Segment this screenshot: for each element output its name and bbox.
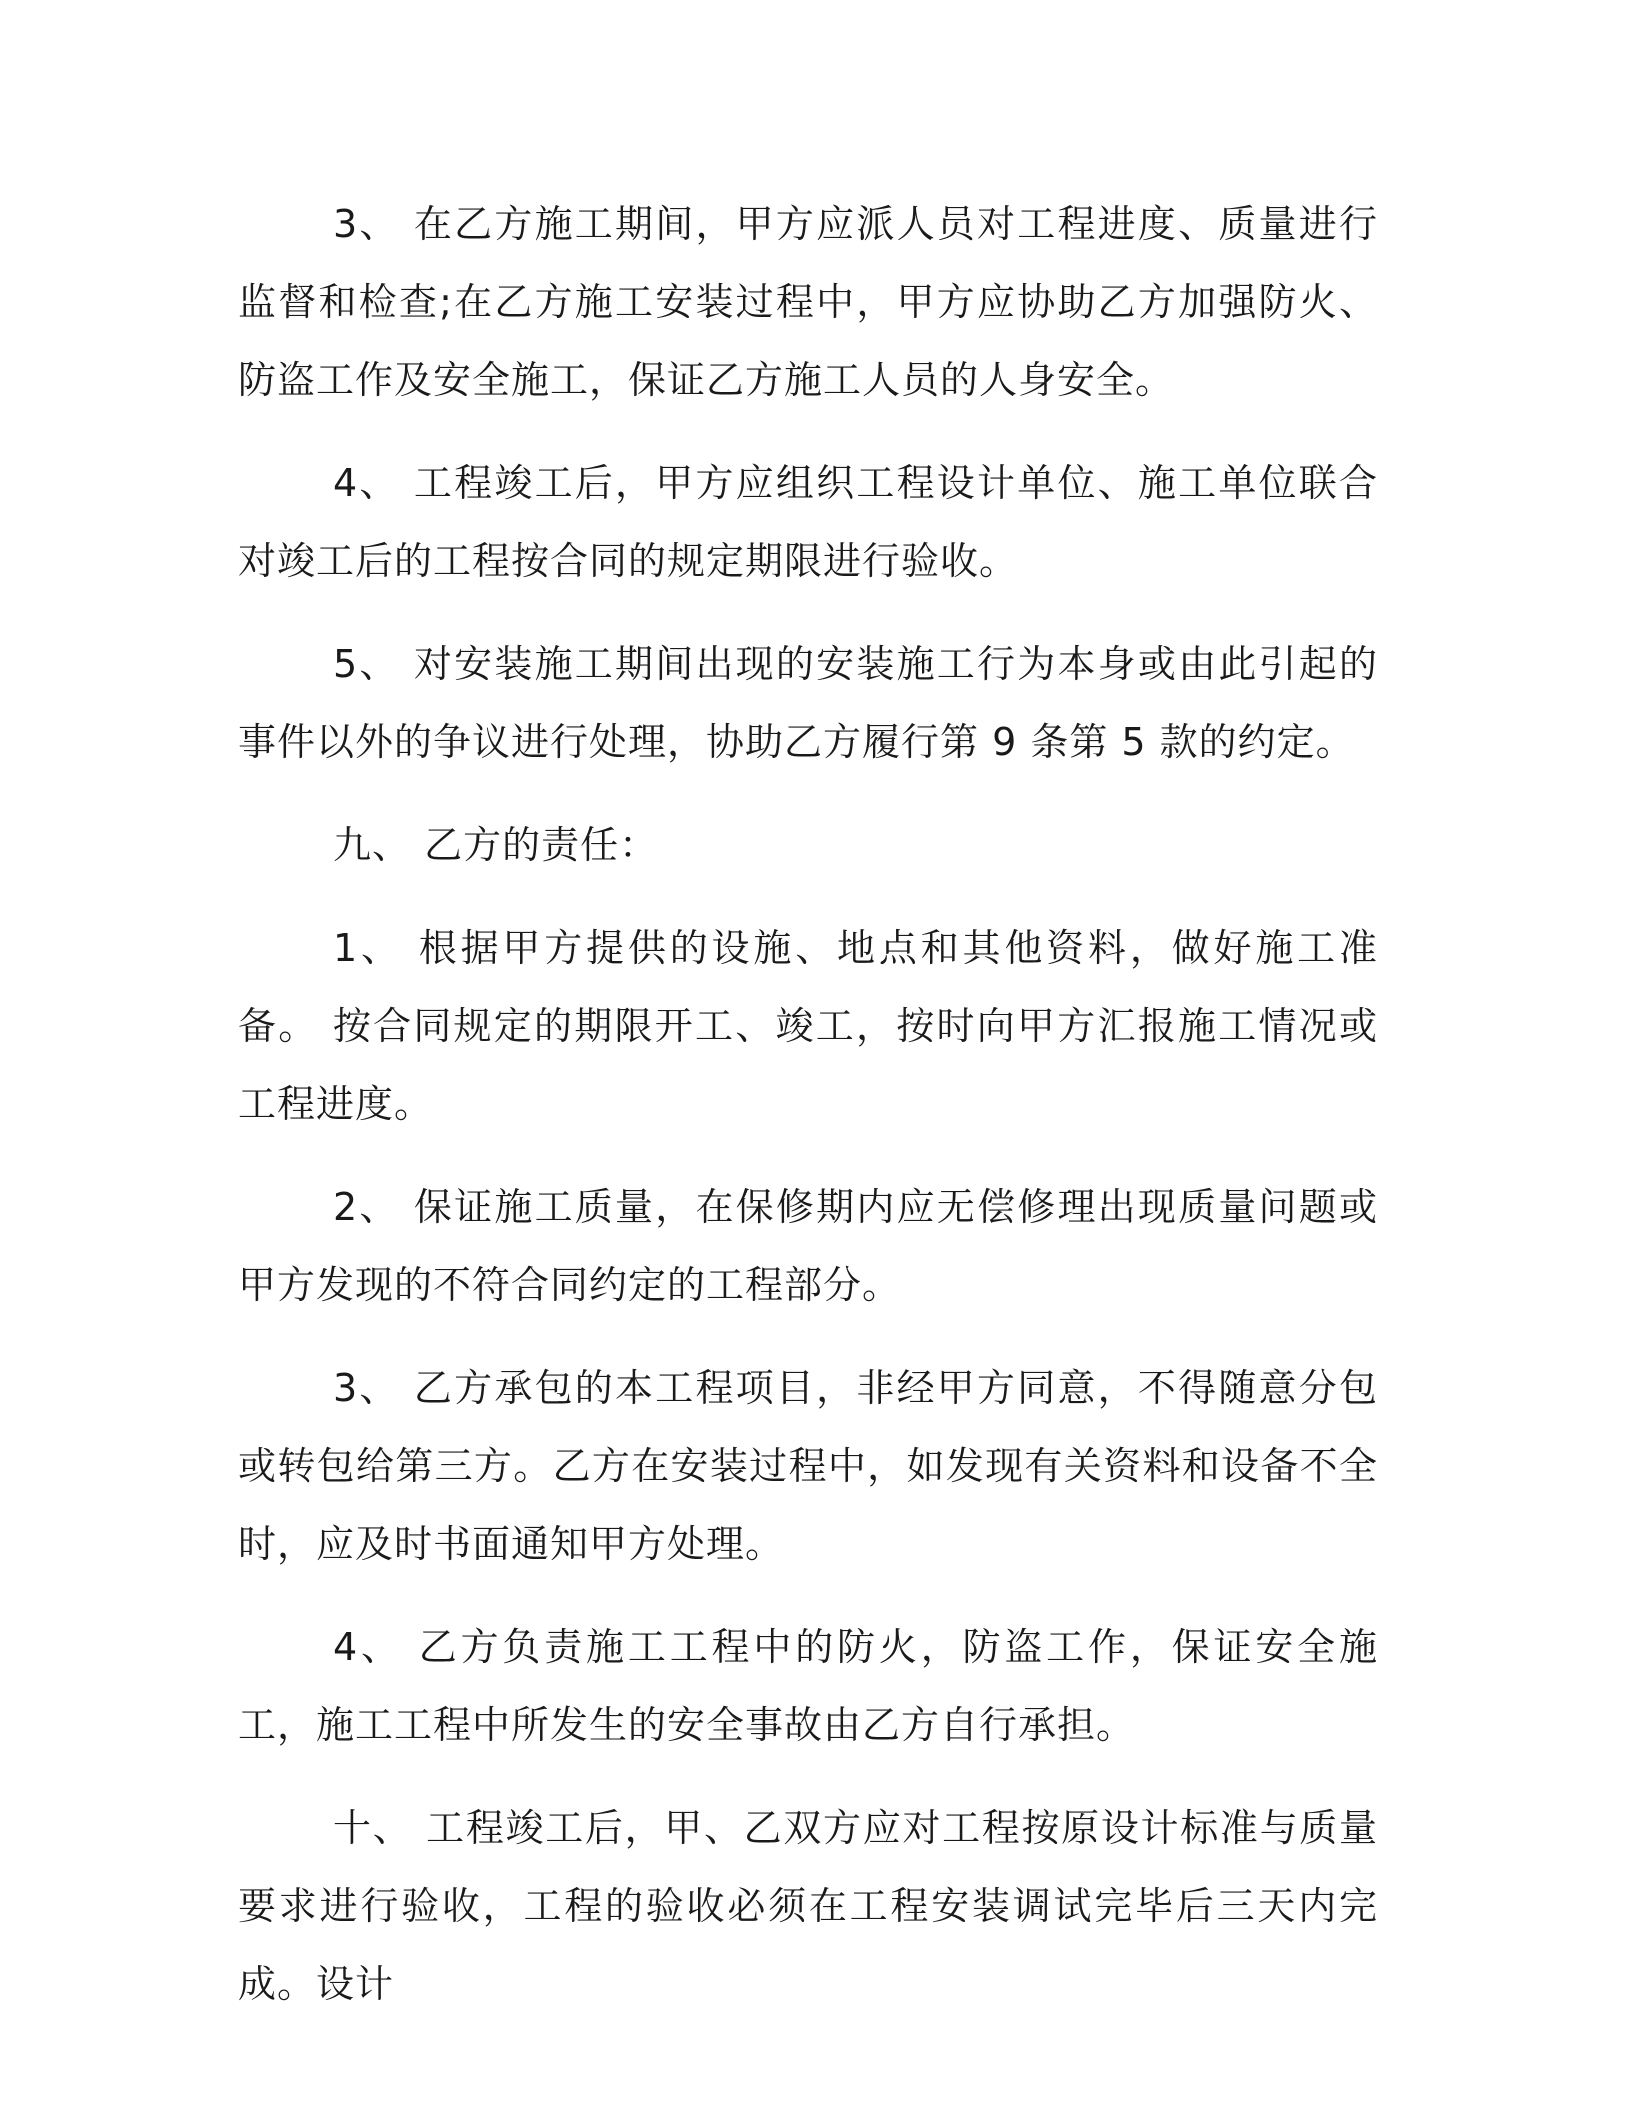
clause-8-4: 4、 工程竣工后，甲方应组织工程设计单位、施工单位联合对竣工后的工程按合同的规定期限进行验收。 [238, 461, 1378, 583]
section-9-heading: 九、 乙方的责任： [333, 823, 659, 867]
clause-9-3: 3、 乙方承包的本工程项目，非经甲方同意，不得随意分包或转包给第三方。乙方在安装过程中，如发现有关资料和设备不全时，应及时书面通知甲方处理。 [238, 1366, 1378, 1566]
clause-9-2: 2、 保证施工质量，在保修期内应无偿修理出现质量问题或甲方发现的不符合同约定的工程部分。 [238, 1185, 1378, 1307]
document-body [238, 185, 1378, 2048]
section-10: 十、 工程竣工后，甲、乙双方应对工程按原设计标准与质量要求进行验收，工程的验收必须在工程安装调试完毕后三天内完成。设计 [238, 1806, 1378, 2006]
clause-8-5: 5、 对安装施工期间出现的安装施工行为本身或由此引起的事件以外的争议进行处理，协助乙方履行第 9 条第 5 款的约定。 [238, 642, 1378, 764]
clause-8-3: 3、 在乙方施工期间，甲方应派人员对工程进度、质量进行监督和检查;在乙方施工安装过程中，甲方应协助乙方加强防火、防盗工作及安全施工，保证乙方施工人员的人身安全。 [238, 202, 1378, 402]
clause-9-1: 1、 根据甲方提供的设施、地点和其他资料，做好施工准备。 按合同规定的期限开工、竣工，按时向甲方汇报施工情况或工程进度。 [238, 926, 1378, 1126]
clause-9-4: 4、 乙方负责施工工程中的防火，防盗工作，保证安全施工，施工工程中所发生的安全事故由乙方自行承担。 [238, 1625, 1378, 1747]
